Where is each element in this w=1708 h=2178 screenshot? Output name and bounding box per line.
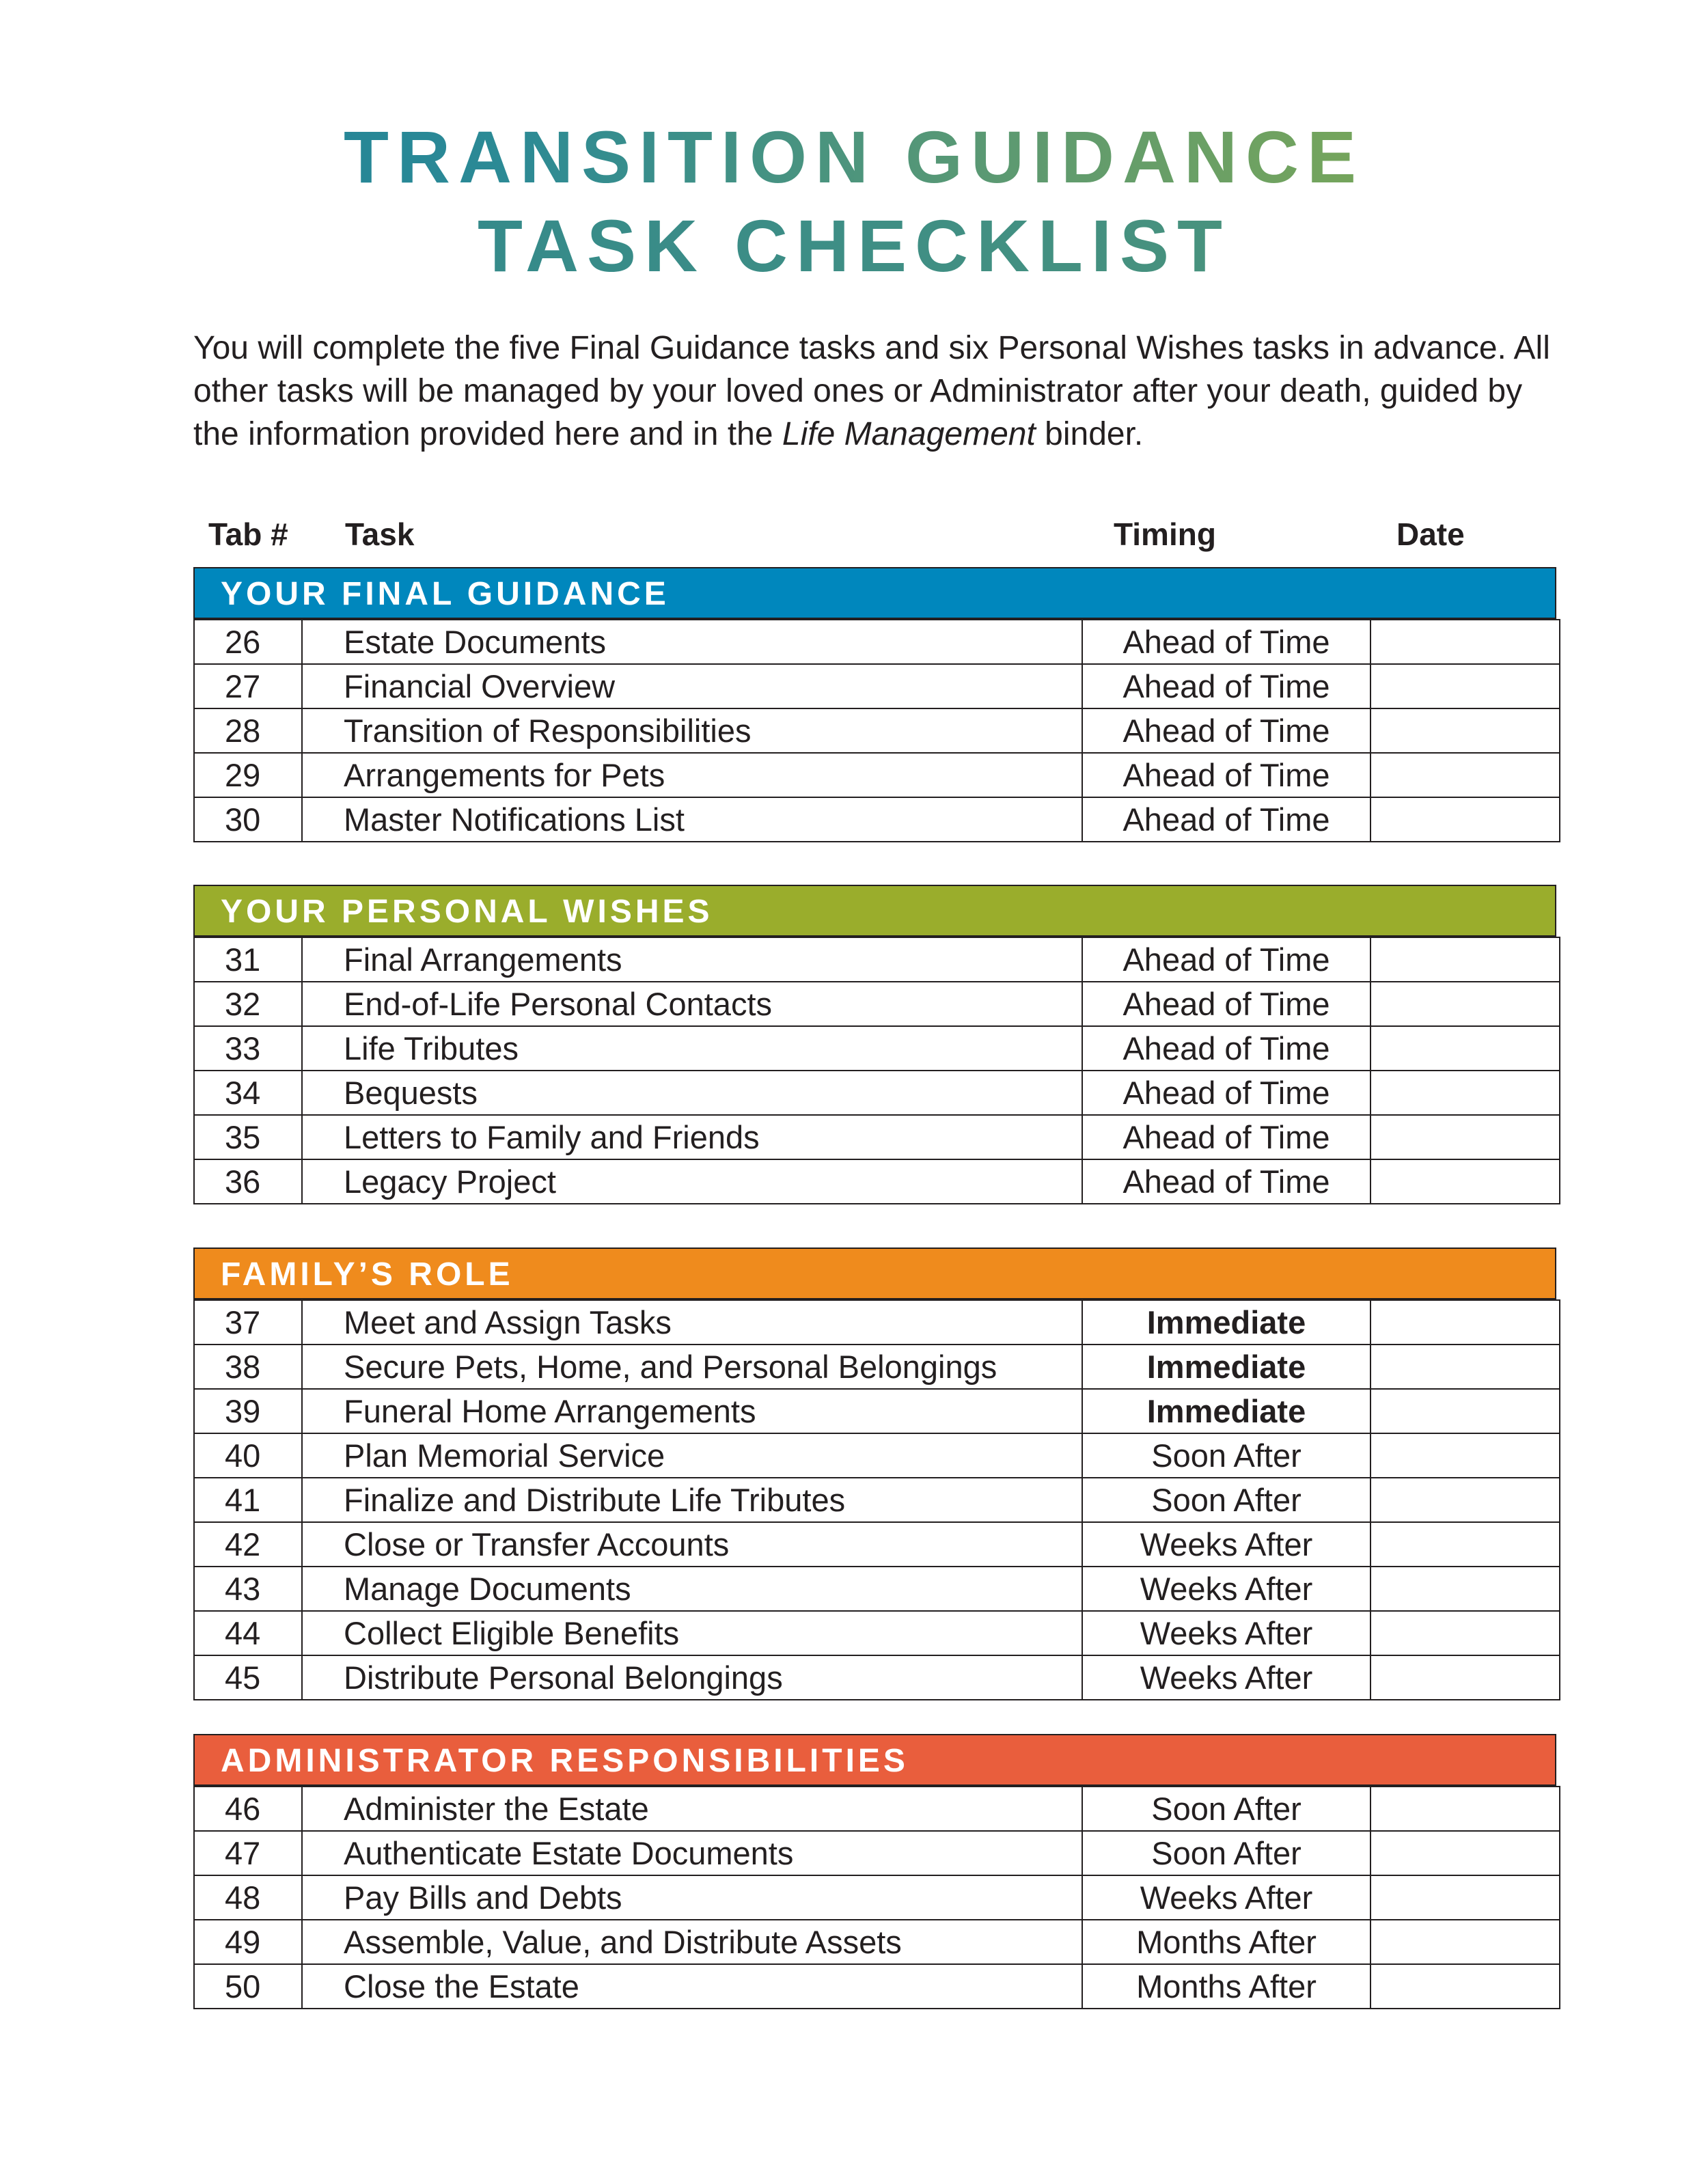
table-row [194,1478,1560,1522]
timing-cell: Soon After [1082,1787,1370,1831]
table-row [194,1655,1560,1700]
timing-cell: Weeks After [1082,1611,1370,1655]
tab-number-cell: 34 [194,1071,302,1115]
table-row [194,1345,1560,1389]
section-family-role [193,1247,1556,1700]
tab-number-cell: 46 [194,1787,302,1831]
title-line-1: TRANSITION GUIDANCE [0,113,1708,202]
date-cell[interactable] [1370,1522,1560,1567]
tab-number-cell: 31 [194,937,302,982]
timing-cell: Months After [1082,1964,1370,2009]
table-row [194,1875,1560,1920]
tab-number-cell: 40 [194,1433,302,1478]
date-cell[interactable] [1370,1567,1560,1611]
date-cell[interactable] [1370,664,1560,708]
table-row [194,753,1560,797]
task-name-cell: Close the Estate [302,1964,1082,2009]
date-cell[interactable] [1370,1478,1560,1522]
intro-text: You will complete the five Final Guidance tasks and six Personal Wishes tasks in advance. All other tasks will be managed by your loved ones or Administrator after your death, guided by the information provided here and in the [193,330,1550,452]
timing-cell: Ahead of Time [1082,937,1370,982]
intro-italic-text: Life Management [782,416,1036,452]
table-row [194,1389,1560,1433]
date-cell[interactable] [1370,982,1560,1026]
date-cell[interactable] [1370,753,1560,797]
tab-number-cell: 35 [194,1115,302,1159]
tab-number-cell: 26 [194,620,302,664]
task-name-cell: Assemble, Value, and Distribute Assets [302,1920,1082,1964]
timing-cell: Ahead of Time [1082,1026,1370,1071]
table-row [194,708,1560,753]
date-cell[interactable] [1370,1787,1560,1831]
timing-cell: Ahead of Time [1082,797,1370,842]
section-header: YOUR PERSONAL WISHES [193,885,1556,937]
intro-paragraph [193,327,1560,456]
table-row [194,1433,1560,1478]
table-row [194,1300,1560,1345]
column-header-tab: Tab # [208,516,288,552]
table-row [194,937,1560,982]
timing-cell: Months After [1082,1920,1370,1964]
date-cell[interactable] [1370,1300,1560,1345]
date-cell[interactable] [1370,1433,1560,1478]
date-cell[interactable] [1370,1345,1560,1389]
task-name-cell: Legacy Project [302,1159,1082,1204]
tab-number-cell: 36 [194,1159,302,1204]
tab-number-cell: 50 [194,1964,302,2009]
table-row [194,1567,1560,1611]
timing-cell: Ahead of Time [1082,1071,1370,1115]
timing-cell: Immediate [1082,1345,1370,1389]
column-header-timing: Timing [1114,516,1216,552]
task-name-cell: Pay Bills and Debts [302,1875,1082,1920]
timing-cell: Ahead of Time [1082,664,1370,708]
task-name-cell: Meet and Assign Tasks [302,1300,1082,1345]
task-table [193,1299,1560,1700]
date-cell[interactable] [1370,937,1560,982]
intro-text-end: binder. [1035,416,1144,452]
tab-number-cell: 47 [194,1831,302,1875]
table-row [194,1159,1560,1204]
timing-cell: Ahead of Time [1082,708,1370,753]
tab-number-cell: 33 [194,1026,302,1071]
task-name-cell: Secure Pets, Home, and Personal Belongings [302,1345,1082,1389]
timing-cell: Soon After [1082,1831,1370,1875]
timing-cell: Weeks After [1082,1567,1370,1611]
date-cell[interactable] [1370,1964,1560,2009]
table-row [194,1831,1560,1875]
date-cell[interactable] [1370,1920,1560,1964]
tab-number-cell: 38 [194,1345,302,1389]
tab-number-cell: 28 [194,708,302,753]
tab-number-cell: 41 [194,1478,302,1522]
table-row [194,620,1560,664]
table-row [194,1071,1560,1115]
task-table [193,937,1560,1204]
task-name-cell: Authenticate Estate Documents [302,1831,1082,1875]
task-name-cell: Plan Memorial Service [302,1433,1082,1478]
timing-cell: Soon After [1082,1478,1370,1522]
table-row [194,1522,1560,1567]
date-cell[interactable] [1370,797,1560,842]
timing-cell: Immediate [1082,1300,1370,1345]
task-name-cell: Letters to Family and Friends [302,1115,1082,1159]
tab-number-cell: 39 [194,1389,302,1433]
timing-cell: Weeks After [1082,1875,1370,1920]
task-name-cell: Financial Overview [302,664,1082,708]
task-name-cell: Funeral Home Arrangements [302,1389,1082,1433]
table-row [194,1115,1560,1159]
date-cell[interactable] [1370,1389,1560,1433]
tab-number-cell: 42 [194,1522,302,1567]
table-row [194,982,1560,1026]
tab-number-cell: 45 [194,1655,302,1700]
task-name-cell: Life Tributes [302,1026,1082,1071]
timing-cell: Ahead of Time [1082,753,1370,797]
date-cell[interactable] [1370,1831,1560,1875]
table-row [194,1964,1560,2009]
table-row [194,1611,1560,1655]
date-cell[interactable] [1370,1115,1560,1159]
task-name-cell: Distribute Personal Belongings [302,1655,1082,1700]
timing-cell: Ahead of Time [1082,1115,1370,1159]
section-header: FAMILY’S ROLE [193,1247,1556,1299]
date-cell[interactable] [1370,708,1560,753]
tab-number-cell: 37 [194,1300,302,1345]
section-final-guidance [193,567,1556,842]
section-personal-wishes [193,885,1556,1204]
tab-number-cell: 27 [194,664,302,708]
task-name-cell: Arrangements for Pets [302,753,1082,797]
table-row [194,797,1560,842]
timing-cell: Soon After [1082,1433,1370,1478]
task-name-cell: Close or Transfer Accounts [302,1522,1082,1567]
task-name-cell: Finalize and Distribute Life Tributes [302,1478,1082,1522]
timing-cell: Ahead of Time [1082,1159,1370,1204]
task-name-cell: Administer the Estate [302,1787,1082,1831]
section-administrator-responsibilities [193,1734,1556,2009]
date-cell[interactable] [1370,1655,1560,1700]
tab-number-cell: 48 [194,1875,302,1920]
tab-number-cell: 43 [194,1567,302,1611]
tab-number-cell: 32 [194,982,302,1026]
table-row [194,1026,1560,1071]
task-name-cell: Final Arrangements [302,937,1082,982]
date-cell[interactable] [1370,1159,1560,1204]
timing-cell: Ahead of Time [1082,982,1370,1026]
task-name-cell: Bequests [302,1071,1082,1115]
table-row [194,664,1560,708]
date-cell[interactable] [1370,1611,1560,1655]
timing-cell: Weeks After [1082,1655,1370,1700]
page-title [0,113,1708,290]
section-header: ADMINISTRATOR RESPONSIBILITIES [193,1734,1556,1786]
task-name-cell: End-of-Life Personal Contacts [302,982,1082,1026]
title-line-2: TASK CHECKLIST [0,202,1708,290]
task-name-cell: Manage Documents [302,1567,1082,1611]
table-row [194,1920,1560,1964]
column-header-task: Task [345,516,415,552]
table-row [194,1787,1560,1831]
timing-cell: Immediate [1082,1389,1370,1433]
task-name-cell: Collect Eligible Benefits [302,1611,1082,1655]
task-table [193,619,1560,842]
date-cell[interactable] [1370,620,1560,664]
date-cell[interactable] [1370,1026,1560,1071]
tab-number-cell: 49 [194,1920,302,1964]
date-cell[interactable] [1370,1875,1560,1920]
date-cell[interactable] [1370,1071,1560,1115]
column-header-date: Date [1396,516,1465,552]
tab-number-cell: 30 [194,797,302,842]
task-table [193,1786,1560,2009]
tab-number-cell: 29 [194,753,302,797]
tab-number-cell: 44 [194,1611,302,1655]
task-name-cell: Transition of Responsibilities [302,708,1082,753]
task-name-cell: Estate Documents [302,620,1082,664]
timing-cell: Weeks After [1082,1522,1370,1567]
timing-cell: Ahead of Time [1082,620,1370,664]
task-name-cell: Master Notifications List [302,797,1082,842]
section-header: YOUR FINAL GUIDANCE [193,567,1556,619]
